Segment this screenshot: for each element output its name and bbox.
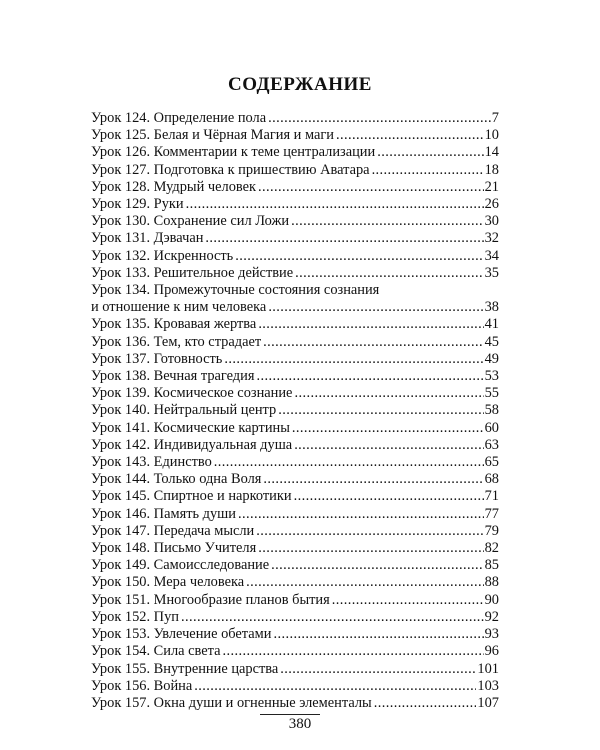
toc-entry-line	[91, 523, 499, 540]
dot-leader	[294, 488, 484, 505]
toc-entry-title: Урок 131. Дэвачан	[91, 230, 204, 247]
toc-entry-line	[91, 334, 499, 351]
toc-entry-page-number: 63	[484, 436, 499, 453]
dot-leader	[271, 557, 483, 574]
toc-entry-title: Урок 143. Единство	[91, 454, 212, 471]
toc-entry-line	[91, 557, 499, 574]
dot-leader	[291, 213, 483, 230]
toc-entry	[91, 678, 499, 695]
toc-entry-title: Урок 139. Космическое сознание	[91, 385, 293, 402]
toc-entry	[91, 471, 499, 488]
dot-leader	[263, 334, 483, 351]
dot-leader	[246, 574, 483, 591]
toc-entry-page-number: 35	[484, 264, 499, 281]
dot-leader	[186, 196, 484, 213]
dot-leader	[374, 695, 477, 712]
toc-entry-title: Урок 153. Увлечение обетами	[91, 626, 272, 643]
toc-entry	[91, 127, 499, 144]
toc-entry-page-number: 65	[484, 454, 499, 471]
toc-entry	[91, 144, 499, 161]
toc-entry-page-number: 38	[484, 299, 499, 316]
toc-entry-page-number: 92	[484, 608, 499, 625]
dot-leader	[263, 471, 483, 488]
toc-entry-line	[91, 196, 499, 213]
toc-entry-page-number: 85	[484, 557, 499, 574]
page-title: СОДЕРЖАНИЕ	[228, 74, 372, 95]
toc-entry-title: Урок 157. Окна души и огненные элементалы	[91, 694, 372, 711]
toc-entry-line	[91, 213, 499, 230]
toc-entry-title: Урок 130. Сохранение сил Ложи	[91, 213, 290, 230]
toc-entry-line	[91, 506, 499, 523]
dot-leader	[273, 626, 483, 643]
dot-leader	[372, 162, 484, 179]
toc-entry-line	[91, 678, 499, 695]
toc-entry	[91, 437, 499, 454]
toc-entry-page-number: 26	[484, 196, 499, 213]
dot-leader	[214, 454, 484, 471]
toc-entry	[91, 609, 499, 626]
toc-entry	[91, 402, 499, 419]
toc-entry-page-number: 77	[484, 505, 499, 522]
toc-entry-page-number: 34	[484, 247, 499, 264]
toc-entry-page-number: 21	[484, 178, 499, 195]
toc-entry	[91, 643, 499, 660]
dot-leader	[294, 385, 483, 402]
toc-entry	[91, 506, 499, 523]
dot-leader	[377, 144, 483, 161]
toc-entry-title: Урок 136. Тем, кто страдает	[91, 333, 262, 350]
toc-entry-line	[91, 402, 499, 419]
toc-entry-page-number: 41	[484, 316, 499, 333]
dot-leader	[332, 592, 484, 609]
toc-entry-line	[91, 316, 499, 333]
toc-entry-page-number: 90	[484, 591, 499, 608]
toc-entry-title: Урок 149. Самоисследование	[91, 557, 270, 574]
toc-entry-page-number: 107	[477, 694, 499, 711]
toc-entry-title: Урок 138. Вечная трагедия	[91, 368, 255, 385]
dot-leader	[295, 265, 483, 282]
toc-entry	[91, 282, 499, 316]
toc-entry	[91, 110, 499, 127]
toc-entry-line	[91, 179, 499, 196]
toc-entry-line	[91, 299, 499, 316]
toc-entry-line	[91, 454, 499, 471]
toc-entry-title: Урок 148. Письмо Учителя	[91, 540, 257, 557]
toc-entry-title: Урок 146. Память души	[91, 505, 236, 522]
toc-entry-page-number: 58	[484, 402, 499, 419]
toc-entry	[91, 179, 499, 196]
toc-entry	[91, 213, 499, 230]
toc-entry	[91, 695, 499, 712]
toc-entry-line	[91, 144, 499, 161]
toc-entry	[91, 230, 499, 247]
toc-entry-line	[91, 368, 499, 385]
toc-entry	[91, 334, 499, 351]
toc-entry-line	[91, 420, 499, 437]
toc-entry-title: Урок 124. Определение пола	[91, 110, 267, 126]
toc-entry-title: Урок 142. Индивидуальная душа	[91, 436, 293, 453]
toc-entry-line	[91, 592, 499, 609]
dot-leader	[223, 643, 484, 660]
toc-entry-page-number: 53	[484, 368, 499, 385]
toc-entry-line	[91, 540, 499, 557]
toc-entry	[91, 592, 499, 609]
dot-leader	[258, 540, 483, 557]
toc-entry-page-number: 68	[484, 471, 499, 488]
toc-entry-title: Урок 152. Пуп	[91, 608, 179, 625]
dot-leader	[238, 506, 484, 523]
dot-leader	[258, 179, 484, 196]
toc-entry-page-number: 10	[484, 127, 499, 144]
toc-entry-page-number: 30	[484, 213, 499, 230]
toc-entry	[91, 626, 499, 643]
toc-entry-page-number: 60	[484, 419, 499, 436]
toc-entry	[91, 488, 499, 505]
toc-entry-page-number: 101	[477, 660, 499, 677]
toc-entry	[91, 661, 499, 678]
toc-entry-title: Урок 125. Белая и Чёрная Магия и маги	[91, 127, 334, 144]
toc-entry-line	[91, 661, 499, 678]
table-of-contents	[91, 110, 499, 712]
toc-entry-title: Урок 128. Мудрый человек	[91, 178, 256, 195]
toc-entry-title: Урок 155. Внутренние царства	[91, 660, 279, 677]
toc-entry-title: Урок 132. Искренность	[91, 247, 234, 264]
toc-entry	[91, 351, 499, 368]
toc-entry-title: Урок 151. Многообразие планов бытия	[91, 591, 330, 608]
toc-entry	[91, 248, 499, 265]
toc-entry-title: Урок 126. Комментарии к теме централизации	[91, 144, 376, 161]
toc-entry-line	[91, 574, 499, 591]
toc-entry	[91, 540, 499, 557]
toc-entry-line	[91, 248, 499, 265]
toc-entry	[91, 265, 499, 282]
dot-leader	[336, 127, 484, 144]
toc-entry	[91, 420, 499, 437]
toc-entry-line	[91, 230, 499, 247]
toc-entry-line	[91, 626, 499, 643]
toc-entry	[91, 557, 499, 574]
toc-entry-line	[91, 609, 499, 626]
dot-leader	[280, 661, 476, 678]
toc-entry-title: Урок 144. Только одна Воля	[91, 471, 262, 488]
toc-entry-page-number: 14	[484, 144, 499, 161]
toc-entry-page-number: 32	[484, 230, 499, 247]
toc-entry-page-number: 71	[484, 488, 499, 505]
dot-leader	[292, 420, 484, 437]
toc-entry-title: Урок 135. Кровавая жертва	[91, 316, 257, 333]
toc-entry-line	[91, 110, 499, 127]
toc-entry-page-number: 93	[484, 626, 499, 643]
toc-entry-title: Урок 129. Руки	[91, 196, 184, 213]
toc-entry-title: Урок 154. Сила света	[91, 643, 221, 660]
toc-entry	[91, 196, 499, 213]
page-number: 380	[288, 716, 312, 732]
toc-entry-title-line	[91, 282, 499, 299]
toc-entry-line	[91, 127, 499, 144]
toc-entry-line	[91, 162, 499, 179]
toc-entry-title: Урок 137. Готовность	[91, 350, 223, 367]
toc-entry-page-number: 88	[484, 574, 499, 591]
toc-entry	[91, 385, 499, 402]
folio-rule	[260, 714, 320, 715]
toc-entry-page-number: 7	[491, 110, 499, 126]
dot-leader	[294, 437, 483, 454]
toc-entry-line	[91, 488, 499, 505]
toc-entry-line	[91, 437, 499, 454]
dot-leader	[268, 299, 483, 316]
toc-entry-page-number: 82	[484, 540, 499, 557]
toc-entry-title: Урок 145. Спиртное и наркотики	[91, 488, 292, 505]
toc-entry-line	[91, 351, 499, 368]
toc-entry	[91, 316, 499, 333]
dot-leader	[278, 402, 483, 419]
dot-leader	[258, 316, 483, 333]
toc-entry	[91, 574, 499, 591]
toc-entry-title: Урок 127. Подготовка к пришествию Аватара	[91, 161, 370, 178]
toc-entry	[91, 162, 499, 179]
dot-leader	[205, 230, 483, 247]
toc-entry-title: Урок 147. Передача мысли	[91, 522, 255, 539]
dot-leader	[194, 678, 476, 695]
toc-entry-page-number: 79	[484, 522, 499, 539]
toc-entry-line	[91, 643, 499, 660]
toc-entry-page-number: 55	[484, 385, 499, 402]
dot-leader	[256, 523, 483, 540]
toc-entry-line	[91, 695, 499, 712]
dot-leader	[268, 110, 491, 127]
toc-entry-line	[91, 385, 499, 402]
toc-entry-page-number: 45	[484, 333, 499, 350]
toc-entry-title: Урок 150. Мера человека	[91, 574, 245, 591]
toc-entry-title: Урок 140. Нейтральный центр	[91, 402, 277, 419]
toc-entry-page-number: 49	[484, 350, 499, 367]
toc-entry	[91, 454, 499, 471]
toc-entry-title: Урок 156. Война	[91, 677, 193, 694]
toc-entry-title: и отношение к ним человека	[91, 299, 267, 316]
dot-leader	[224, 351, 483, 368]
toc-entry-page-number: 18	[484, 161, 499, 178]
toc-entry-title-first-line: Урок 134. Промежуточные состояния сознания	[91, 282, 380, 299]
toc-entry	[91, 523, 499, 540]
dot-leader	[235, 248, 483, 265]
toc-entry-page-number: 103	[477, 677, 499, 694]
toc-entry-title: Урок 141. Космические картины	[91, 419, 290, 436]
toc-entry-title: Урок 133. Решительное действие	[91, 264, 294, 281]
toc-entry-page-number: 96	[484, 643, 499, 660]
toc-entry-line	[91, 471, 499, 488]
toc-entry-line	[91, 265, 499, 282]
toc-entry	[91, 368, 499, 385]
dot-leader	[181, 609, 484, 626]
dot-leader	[256, 368, 483, 385]
